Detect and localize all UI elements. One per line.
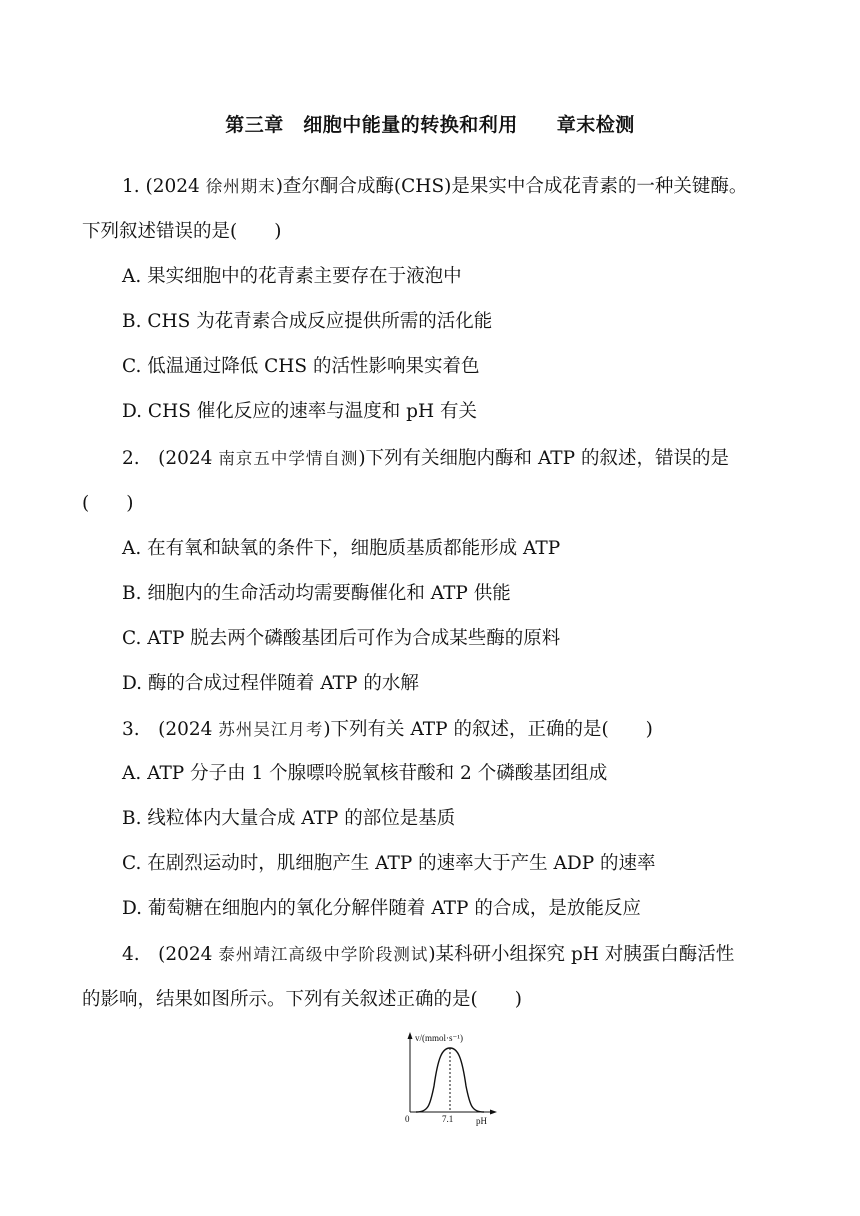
question-text: )某科研小组探究 pH 对胰蛋白酶活性 bbox=[428, 944, 735, 965]
chart-svg bbox=[402, 1030, 502, 1130]
origin-tick-label: 0 bbox=[405, 1114, 410, 1124]
page-title: 第三章 细胞中能量的转换和利用 章末检测 bbox=[225, 114, 635, 136]
ph-activity-chart bbox=[402, 1030, 502, 1130]
question-1-option-b: B. CHS 为花青素合成反应提供所需的活化能 bbox=[122, 311, 493, 332]
question-text: )下列有关 ATP 的叙述，正确的是( ) bbox=[323, 719, 653, 740]
question-source: 苏州吴江月考 bbox=[218, 720, 324, 739]
question-2-option-c: C. ATP 脱去两个磷酸基团后可作为合成某些酶的原料 bbox=[122, 628, 561, 649]
question-number: 1. (2024 bbox=[122, 176, 206, 197]
question-2-stem bbox=[122, 445, 729, 473]
y-axis-arrow bbox=[408, 1032, 413, 1039]
question-2-option-d: D. 酶的合成过程伴随着 ATP 的水解 bbox=[122, 673, 419, 694]
question-number: 2. (2024 bbox=[122, 448, 219, 469]
peak-tick-label: 7.1 bbox=[442, 1114, 454, 1124]
question-1-option-c: C. 低温通过降低 CHS 的活性影响果实着色 bbox=[122, 356, 480, 377]
y-axis-label: v/(mmol·s⁻¹) bbox=[415, 1033, 463, 1043]
question-2-option-a: A. 在有氧和缺氧的条件下，细胞质基质都能形成 ATP bbox=[122, 538, 561, 559]
question-3-option-d: D. 葡萄糖在细胞内的氧化分解伴随着 ATP 的合成，是放能反应 bbox=[122, 898, 641, 919]
question-1-stem-cont: 下列叙述错误的是( ) bbox=[82, 221, 282, 242]
question-2-stem-cont: ( ) bbox=[82, 493, 134, 514]
question-4-stem bbox=[122, 941, 734, 969]
question-4-stem-cont: 的影响，结果如图所示。下列有关叙述正确的是( ) bbox=[82, 989, 522, 1010]
question-number: 3. (2024 bbox=[122, 719, 219, 740]
question-3-option-a: A. ATP 分子由 1 个腺嘌呤脱氧核苷酸和 2 个磷酸基团组成 bbox=[122, 763, 608, 784]
question-1-option-a: A. 果实细胞中的花青素主要存在于液泡中 bbox=[122, 266, 462, 287]
question-3-option-b: B. 线粒体内大量合成 ATP 的部位是基质 bbox=[122, 808, 456, 829]
question-1-option-d: D. CHS 催化反应的速率与温度和 pH 有关 bbox=[122, 401, 478, 422]
question-2-option-b: B. 细胞内的生命活动均需要酶催化和 ATP 供能 bbox=[122, 583, 511, 604]
question-text: )下列有关细胞内酶和 ATP 的叙述，错误的是 bbox=[358, 448, 729, 469]
question-3-option-c: C. 在剧烈运动时，肌细胞产生 ATP 的速率大于产生 ADP 的速率 bbox=[122, 853, 656, 874]
question-3-stem bbox=[122, 716, 653, 744]
question-source: 徐州期末 bbox=[205, 177, 276, 196]
x-axis-label: pH bbox=[476, 1116, 487, 1126]
question-number: 4. (2024 bbox=[122, 944, 219, 965]
x-axis-arrow bbox=[490, 1110, 497, 1115]
question-1-stem bbox=[122, 173, 747, 201]
question-source: 泰州靖江高级中学阶段测试 bbox=[218, 945, 429, 964]
question-source: 南京五中学情自测 bbox=[218, 449, 359, 468]
question-text: )查尔酮合成酶(CHS)是果实中合成花青素的一种关键酶。 bbox=[275, 176, 748, 197]
